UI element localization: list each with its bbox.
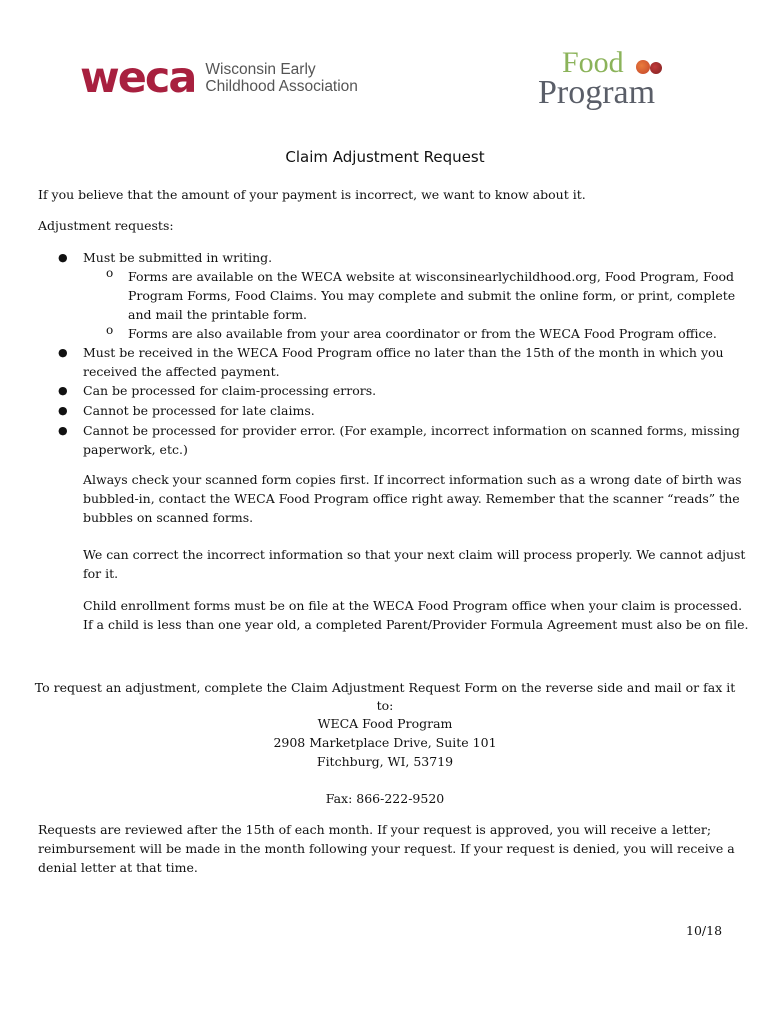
- food-program-logo: [538, 46, 688, 111]
- bullet-1-sub-2: Forms are also available from your area coordinator or from the WECA Food Program office.: [128, 326, 717, 341]
- bullet-icon: ●: [58, 384, 68, 397]
- weca-logo: [80, 53, 385, 103]
- food-logo-line1: Food: [562, 46, 624, 79]
- mailing-line-2: to:: [376, 698, 394, 713]
- note-1-line-2: bubbled-in, contact the WECA Food Program office right away. Remember that the scanner “reads” the: [83, 491, 740, 506]
- weca-logo-line2: Childhood Association: [205, 78, 358, 95]
- bullet-2-line-1: Must be received in the WECA Food Program office no later than the 15th of the month in which you: [83, 345, 724, 360]
- bullet-icon: ●: [58, 424, 68, 437]
- berry-icon: [650, 62, 662, 74]
- bullet-4: Cannot be processed for late claims.: [83, 403, 315, 418]
- bullet-5-line-2: paperwork, etc.): [83, 442, 188, 457]
- mailing-org: WECA Food Program: [317, 716, 453, 731]
- bullet-icon: ●: [58, 251, 68, 264]
- bullet-5-line-1: Cannot be processed for provider error. (For example, incorrect information on scanned forms, missing: [83, 423, 740, 438]
- mailing-street: 2908 Marketplace Drive, Suite 101: [273, 735, 497, 750]
- weca-logo-word: weca: [80, 53, 196, 103]
- closing-line-2: reimbursement will be made in the month following your request. If your request is denied, you will receive a: [38, 841, 735, 856]
- bullet-icon: ●: [58, 404, 68, 417]
- mailing-city: Fitchburg, WI, 53719: [316, 754, 454, 769]
- bullet-2-line-2: received the affected payment.: [83, 364, 280, 379]
- food-logo-line2: Program: [538, 74, 656, 111]
- note-3-line-2: If a child is less than one year old, a completed Parent/Provider Formula Agreement must also be on file.: [83, 617, 749, 632]
- intro-text: If you believe that the amount of your payment is incorrect, we want to know about it.: [38, 187, 586, 202]
- note-1-line-1: Always check your scanned form copies first. If incorrect information such as a wrong date of birth was: [83, 472, 742, 487]
- bullet-1-sub-1-line-1: Forms are available on the WECA website at wisconsinearlychildhood.org, Food Program, Food: [128, 269, 735, 284]
- revision-date: 10/18: [686, 923, 723, 938]
- mailing-line-1: To request an adjustment, complete the Claim Adjustment Request Form on the reverse side and mail or fax it: [34, 680, 736, 695]
- fruit-icon: [636, 60, 650, 74]
- bullet-3: Can be processed for claim-processing errors.: [83, 383, 377, 398]
- page-title: Claim Adjustment Request: [285, 148, 485, 166]
- note-2-line-2: for it.: [83, 566, 119, 581]
- sub-bullet-icon: o: [106, 323, 114, 337]
- fax-number: Fax: 866-222-9520: [325, 791, 445, 806]
- bullet-icon: ●: [58, 346, 68, 359]
- bullet-1-sub-1-line-2: Program Forms, Food Claims. You may complete and submit the online form, or print, complete: [128, 288, 736, 303]
- bullet-1: Must be submitted in writing.: [83, 250, 273, 265]
- closing-line-1: Requests are reviewed after the 15th of each month. If your request is approved, you will receive a letter;: [38, 822, 712, 837]
- requests-heading: Adjustment requests:: [38, 218, 174, 233]
- weca-logo-line1: Wisconsin Early: [205, 61, 316, 78]
- note-3-line-1: Child enrollment forms must be on file at the WECA Food Program office when your claim is processed.: [83, 598, 743, 613]
- note-2-line-1: We can correct the incorrect information so that your next claim will process properly. We cannot adjust: [83, 547, 746, 562]
- bullet-1-sub-1-line-3: and mail the printable form.: [128, 307, 308, 322]
- weca-logo-subtitle: [205, 61, 385, 95]
- sub-bullet-icon: o: [106, 266, 114, 280]
- note-1-line-3: bubbles on scanned forms.: [83, 510, 254, 525]
- closing-line-3: denial letter at that time.: [38, 860, 198, 875]
